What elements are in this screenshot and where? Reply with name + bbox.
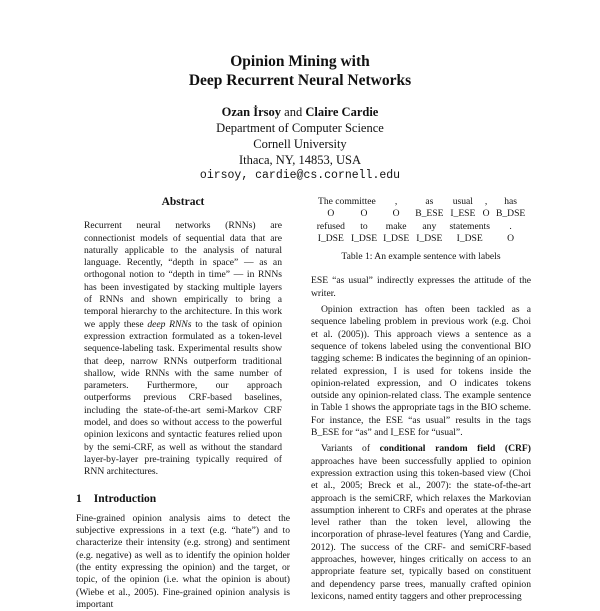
right-paragraph-1: ESE “as usual” indirectly expresses the attitude of the writer. (311, 275, 531, 299)
right-paragraph-3 (311, 443, 531, 603)
title-line-2: Deep Recurrent Neural Networks (188, 72, 412, 89)
abstract-part-a: Recurrent neural networks (RNNs) are connectionist models of sequential data that are naturally applicable to the analysis of natural language. Recently, “depth in space” — as an orthogonal notion to “depth in time” — in RNNs has been investigated by stacking multiple layers of RNNs and shown empirically to bring a temporal hierarchy to the architecture. In this work we apply these (84, 220, 282, 330)
table-cell: usual (452, 196, 473, 207)
table-cell: any (422, 220, 437, 232)
table-cell: I_DSE (350, 232, 378, 244)
table-cell: I_ESE (450, 208, 476, 220)
table-cell: B_ESE (415, 208, 444, 220)
author-block (0, 104, 600, 184)
abstract-emphasis: deep RNNs (147, 318, 192, 330)
intro-paragraph: Fine-grained opinion analysis aims to detect the subjective expressions in a text (e.g. “hate”) and to characterize their intensity (e.g. strong) and sentiment (e.g. negative) as well as to identify the opinion holder (the entity expressing the opinion) and the target, or topic, of the opinion (i.e. what the opinion is about) (Wiebe et al., 2005). Fine-grained opinion analysis is important (76, 512, 290, 610)
table-cell: has (504, 196, 518, 207)
table-cell: I_DSE (456, 232, 483, 244)
table-tags-row (314, 233, 529, 245)
table-words-row (314, 196, 529, 208)
section-heading (76, 493, 290, 505)
department: Department of Computer Science (216, 121, 384, 135)
table-cell: statements (449, 220, 490, 232)
section-title: Introduction (93, 492, 157, 505)
table-cell: , (484, 196, 488, 207)
p3-part-b: approaches have been successfully applied to opinion expression extraction using this token-based view (Choi et al., 2005; Breck et al., 2007): the state-of-the-art approach is the semiCRF, which relaxes the Markovian assumption inherent to CRFs and operates at the phrase level rather than the token level, allowing the incorporation of phrase-level features (Yang and Cardie, 2012). The success of the CRF- and semiCRF-based approaches, however, hinges critically on access to an appropriate feature set, typically based on constituent and dependency parse trees, manually crafted opinion lexicons, named entity taggers and other preprocessing (311, 455, 531, 602)
abstract-heading: Abstract (161, 196, 205, 208)
table-cell: refused (316, 220, 345, 232)
table-cell: B_DSE (495, 208, 526, 220)
table-caption: Table 1: An example sentence with labels (341, 251, 501, 263)
left-column (76, 196, 290, 611)
p3-part-a: Variants of (321, 443, 380, 455)
section-number: 1 (76, 492, 82, 505)
table-cell: to (360, 220, 368, 232)
table-words-row (314, 221, 529, 233)
table-cell: O (392, 208, 400, 220)
author-and: and (284, 105, 303, 119)
right-column (311, 196, 531, 603)
abstract-part-b: to the task of opinion expression extraction formulated as a token-level sequence-labeling task. Experimental results show that deep, narrow RNNs outperform traditional shallow, wide RNNs with the same number of parameters. Furthermore, our approach outperforms previous CRF-based baselines, including the state-of-the-art semi-Markov CRF model, and does so without access to the powerful opinion lexicons and syntactic features relied upon by the semi-CRF, as well as without the standard layer-by-layer pre-training typically required of RNN architectures. (84, 318, 283, 478)
table-cell: , (394, 196, 398, 207)
table-cell: . (509, 220, 512, 232)
table-cell: O (327, 208, 335, 220)
table-cell: I_DSE (416, 232, 443, 244)
table-cell: make (385, 220, 407, 232)
author-2: Claire Cardie (305, 105, 379, 119)
table-cell: O (507, 232, 515, 244)
table-cell: The committee (317, 196, 376, 207)
table-cell: as (425, 196, 434, 207)
example-table (314, 196, 529, 245)
table-tags-row (314, 208, 529, 220)
table-cell: I_DSE (317, 232, 344, 244)
author-1: Ozan İrsoy (221, 105, 282, 119)
title-line-1: Opinion Mining with (230, 53, 370, 70)
city: Ithaca, NY, 14853, USA (239, 153, 361, 167)
p3-bold-term: conditional random field (CRF) (379, 443, 531, 455)
table-cell: O (482, 208, 490, 220)
abstract-text (84, 220, 282, 478)
university: Cornell University (253, 137, 347, 151)
table-cell: I_DSE (383, 232, 410, 244)
author-line (0, 104, 600, 120)
right-paragraph-2: Opinion extraction has often been tackled as a sequence labeling problem in previous work (e.g. Choi et al. (2005)). This approach views a sentence as a sequence of tokens labeled using the conventional BIO tagging scheme: B indicates the beginning of an opinion-related expression, I is used for tokens inside the opinion-related expression, and O indicates tokens outside any opinion-related class. The example sentence in Table 1 shows the appropriate tags in the BIO scheme. For instance, the ESE “as usual” results in the tags B_ESE for “as” and I_ESE for “usual”. (311, 304, 531, 439)
table-cell: O (360, 208, 368, 220)
paper-title (0, 52, 600, 90)
email: oirsoy, cardie@cs.cornell.edu (199, 169, 401, 182)
